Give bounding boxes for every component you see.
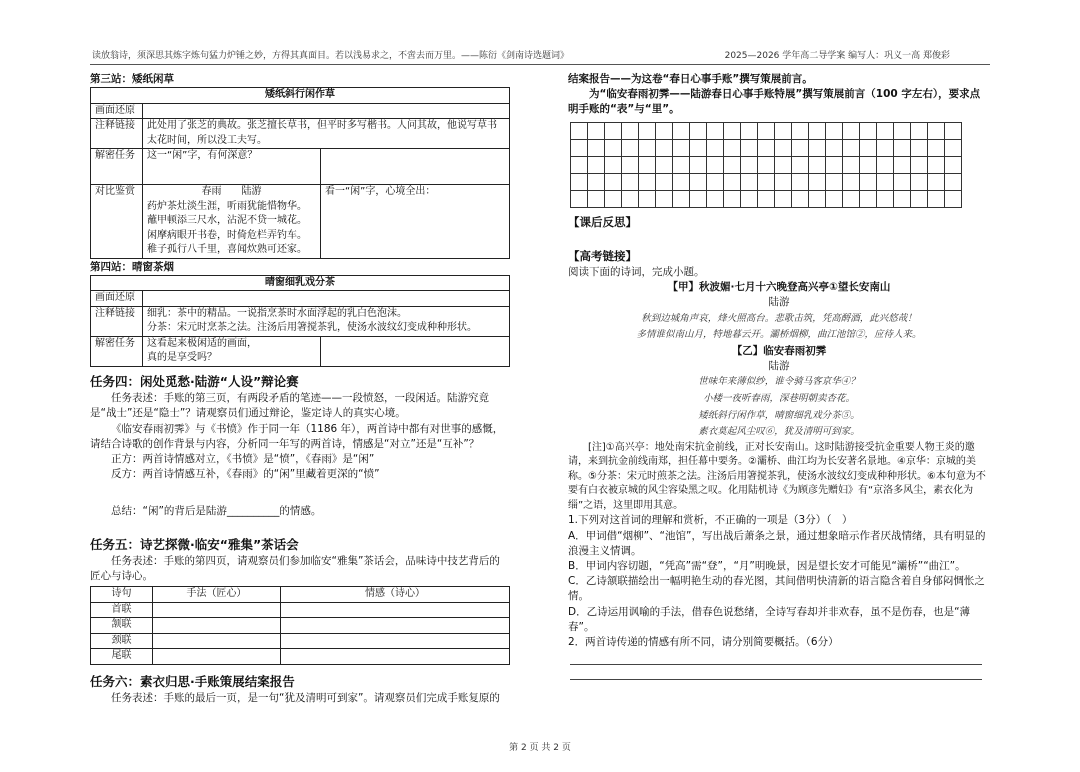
grid-cell[interactable] bbox=[639, 156, 656, 173]
task5-header-technique: 手法（匠心） bbox=[153, 587, 281, 603]
grid-cell[interactable] bbox=[928, 139, 945, 156]
grid-cell[interactable] bbox=[724, 190, 741, 207]
grid-cell[interactable] bbox=[690, 173, 707, 190]
station4-label-picture: 画面还原 bbox=[91, 291, 143, 307]
task4-affirmative: 正方：两首诗情感对立，《书愤》是“愤”，《春雨》是“闲” bbox=[111, 452, 375, 465]
header-divider bbox=[90, 64, 990, 65]
grid-cell[interactable] bbox=[826, 156, 843, 173]
grid-cell[interactable] bbox=[758, 173, 775, 190]
grid-cell[interactable] bbox=[588, 122, 605, 139]
grid-cell[interactable] bbox=[741, 122, 758, 139]
station4-note-2: 分茶：宋元时烹茶之法。注汤后用箸搅茶乳，使汤水波纹幻变成种种形状。 bbox=[147, 322, 477, 334]
grid-cell[interactable] bbox=[741, 139, 758, 156]
page-header bbox=[92, 50, 990, 64]
grid-cell[interactable] bbox=[690, 139, 707, 156]
grid-cell[interactable] bbox=[571, 173, 588, 190]
grid-cell[interactable] bbox=[622, 173, 639, 190]
station4-label-task: 解密任务 bbox=[91, 336, 143, 366]
task5-table bbox=[90, 586, 510, 665]
grid-cell[interactable] bbox=[741, 173, 758, 190]
grid-cell[interactable] bbox=[911, 190, 928, 207]
station3-notes-text: 此处用了张芝的典故。张芝擅长草书，但平时多写楷书。人问其故，他说写草书太花时间，所以没工夫写。 bbox=[143, 119, 510, 149]
poem-jia-line: 多情谁似南山月，特地暮云开。灞桥烟柳，曲江池馆②，应待人来。 bbox=[636, 329, 922, 341]
grid-cell[interactable] bbox=[809, 156, 826, 173]
task5-title: 任务五：诗艺探微·临安“雅集”茶话会 bbox=[90, 536, 299, 552]
grid-cell[interactable] bbox=[860, 156, 877, 173]
grid-cell[interactable] bbox=[843, 156, 860, 173]
grid-cell[interactable] bbox=[928, 156, 945, 173]
grid-cell[interactable] bbox=[843, 173, 860, 190]
station4-table bbox=[90, 275, 510, 367]
grid-cell[interactable] bbox=[605, 122, 622, 139]
station3-label-compare: 对比鉴赏 bbox=[91, 185, 143, 259]
task5-emotion-cell[interactable] bbox=[281, 602, 510, 618]
grid-cell[interactable] bbox=[775, 139, 792, 156]
poem-yi-author: 陆游 bbox=[768, 360, 790, 373]
task6-continued: 结案报告——为这卷“春日心事手账”撰写策展前言。 bbox=[568, 73, 813, 85]
grid-cell[interactable] bbox=[656, 156, 673, 173]
task4-summary[interactable]: 总结：“闲”的背后是陆游__________的情感。 bbox=[111, 505, 322, 518]
grid-cell[interactable] bbox=[724, 139, 741, 156]
answer-line[interactable] bbox=[570, 665, 982, 680]
grid-cell[interactable] bbox=[945, 173, 962, 190]
task5-header-emotion: 情感（诗心） bbox=[281, 587, 510, 603]
grid-cell[interactable] bbox=[894, 156, 911, 173]
grid-cell[interactable] bbox=[605, 156, 622, 173]
grid-cell[interactable] bbox=[741, 156, 758, 173]
grid-cell[interactable] bbox=[588, 173, 605, 190]
answer-line[interactable] bbox=[570, 650, 982, 665]
station3-label-task: 解密任务 bbox=[91, 149, 143, 185]
task5-emotion-cell[interactable] bbox=[281, 649, 510, 665]
left-column bbox=[90, 72, 510, 706]
task5-technique-cell[interactable] bbox=[153, 633, 281, 649]
station3-poem bbox=[143, 185, 321, 259]
station4-task bbox=[143, 336, 321, 366]
grid-cell[interactable] bbox=[792, 156, 809, 173]
grid-cell[interactable] bbox=[843, 190, 860, 207]
station4-note-1: 细乳：茶中的精品。一说指烹茶时水面浮起的乳白色泡沫。 bbox=[147, 307, 407, 319]
grid-cell[interactable] bbox=[928, 122, 945, 139]
station3-table bbox=[90, 87, 510, 259]
grid-cell[interactable] bbox=[673, 190, 690, 207]
grid-cell[interactable] bbox=[622, 122, 639, 139]
grid-cell[interactable] bbox=[758, 122, 775, 139]
task6-title: 任务六：素衣归思·手账策展结案报告 bbox=[90, 673, 295, 689]
grid-cell[interactable] bbox=[690, 190, 707, 207]
station4-task-line-2: 真的是享受吗？ bbox=[147, 352, 217, 364]
station4-title: 第四站：晴窗茶烟 bbox=[90, 260, 174, 273]
grid-cell[interactable] bbox=[809, 139, 826, 156]
grid-cell[interactable] bbox=[945, 122, 962, 139]
grid-cell[interactable] bbox=[571, 139, 588, 156]
poem-jia-title: 【甲】秋波媚·七月十六晚登高兴亭①望长安南山 bbox=[667, 281, 891, 294]
gaokao-title: 【高考链接】 bbox=[568, 249, 637, 264]
grid-cell[interactable] bbox=[809, 190, 826, 207]
station4-picture-cell[interactable] bbox=[143, 291, 510, 307]
grid-cell[interactable] bbox=[656, 122, 673, 139]
grid-cell[interactable] bbox=[571, 190, 588, 207]
poem-jia-author: 陆游 bbox=[768, 296, 790, 309]
poem-line: 蘸甲顿添三尺水，沾泥不贷一城花。 bbox=[147, 215, 307, 227]
grid-cell[interactable] bbox=[860, 190, 877, 207]
grid-cell[interactable] bbox=[877, 139, 894, 156]
grid-cell[interactable] bbox=[673, 173, 690, 190]
grid-cell[interactable] bbox=[707, 156, 724, 173]
reflection-space[interactable] bbox=[568, 230, 990, 248]
task5-technique-cell[interactable] bbox=[153, 649, 281, 665]
poem-yi-line: 矮纸斜行闲作草，晴窗细乳戏分茶⑤。 bbox=[698, 409, 860, 421]
grid-cell[interactable] bbox=[639, 139, 656, 156]
poem-yi-line: 小楼一夜听春雨，深巷明朝卖杏花。 bbox=[702, 392, 855, 404]
grid-cell[interactable] bbox=[605, 173, 622, 190]
station3-label-picture: 画面还原 bbox=[91, 103, 143, 119]
option-a[interactable]: A．甲词借“烟柳”、“池馆”，写出战后萧条之景，通过想象暗示作者厌战情绪，具有明显的浪漫主义情调。 bbox=[568, 529, 986, 557]
grid-cell[interactable] bbox=[860, 139, 877, 156]
grid-cell[interactable] bbox=[843, 139, 860, 156]
task4-question: 《临安春雨初霁》与《书愤》作于同一年（1186 年），两首诗中都有对世事的感慨，请结合诗歌的创作背景与内容，分析同一年写的两首诗，情感是“对立”还是“互补”？ bbox=[90, 422, 504, 450]
grid-cell[interactable] bbox=[707, 122, 724, 139]
task4-title: 任务四：闲处觅愁·陆游“人设”辩论赛 bbox=[90, 373, 299, 389]
task6-requirement: 为“临安春雨初霁——陆游春日心事手账特展”撰写策展前言（100 字左右），要求点明手账的“表”与“里”。 bbox=[568, 88, 981, 116]
task5-row-label: 首联 bbox=[91, 602, 153, 618]
grid-cell[interactable] bbox=[826, 190, 843, 207]
grid-cell[interactable] bbox=[690, 156, 707, 173]
grid-cell[interactable] bbox=[673, 156, 690, 173]
grid-cell[interactable] bbox=[894, 190, 911, 207]
grid-cell[interactable] bbox=[673, 122, 690, 139]
task5-emotion-cell[interactable] bbox=[281, 618, 510, 634]
grid-cell[interactable] bbox=[707, 173, 724, 190]
task5-row-label: 颈联 bbox=[91, 633, 153, 649]
gaokao-intro: 阅读下面的诗词，完成小题。 bbox=[568, 266, 705, 278]
grid-cell[interactable] bbox=[775, 190, 792, 207]
reflection-title: 【课后反思】 bbox=[568, 214, 637, 229]
grid-cell[interactable] bbox=[894, 139, 911, 156]
grid-cell[interactable] bbox=[605, 139, 622, 156]
grid-cell[interactable] bbox=[809, 173, 826, 190]
task5-technique-cell[interactable] bbox=[153, 618, 281, 634]
writing-grid[interactable] bbox=[570, 122, 962, 208]
grid-cell[interactable] bbox=[894, 173, 911, 190]
grid-cell[interactable] bbox=[809, 122, 826, 139]
poem-line: 闲摩病眼开书卷，时倚危栏弄钓车。 bbox=[147, 229, 307, 241]
grid-cell[interactable] bbox=[775, 173, 792, 190]
station4-table-title: 晴窗细乳戏分茶 bbox=[91, 275, 510, 291]
header-info: 2025—2026 学年高二导学案 编写人：巩义一高 郑俊彩 bbox=[724, 51, 950, 61]
grid-cell[interactable] bbox=[792, 190, 809, 207]
task5-row-label: 颔联 bbox=[91, 618, 153, 634]
task5-description: 任务表述：手账的第四页，请观察员们参加临安“雅集”茶话会，品味诗中技艺背后的匠心与诗心。 bbox=[90, 554, 500, 582]
grid-cell[interactable] bbox=[860, 122, 877, 139]
poem-yi-line: 世味年来薄似纱，谁令骑马客京华④？ bbox=[698, 376, 860, 388]
option-b[interactable]: B．甲词内容切题，“凭高”需“登”，“月”明晚景，因是望长安才可能见“灞桥”“曲江”。 bbox=[568, 560, 966, 572]
grid-cell[interactable] bbox=[656, 139, 673, 156]
header-quote: 读放翁诗，须深思其炼字炼句猛力炉锤之妙，方得其真面目。若以浅易求之，不啻去而万里。——陈衍《剑南诗选题词》 bbox=[92, 51, 570, 61]
grid-cell[interactable] bbox=[707, 190, 724, 207]
grid-cell[interactable] bbox=[639, 173, 656, 190]
station4-label-notes: 注释链接 bbox=[91, 306, 143, 336]
grid-cell[interactable] bbox=[758, 190, 775, 207]
grid-cell[interactable] bbox=[571, 156, 588, 173]
grid-cell[interactable] bbox=[792, 173, 809, 190]
grid-cell[interactable] bbox=[588, 156, 605, 173]
grid-cell[interactable] bbox=[571, 122, 588, 139]
grid-cell[interactable] bbox=[792, 122, 809, 139]
grid-cell[interactable] bbox=[656, 190, 673, 207]
poem-jia-line: 秋到边城角声哀，烽火照高台。悲歌击筑，凭高酹酒，此兴悠哉！ bbox=[641, 312, 917, 324]
grid-cell[interactable] bbox=[911, 122, 928, 139]
task4-description: 任务表述：手账的第三页，有两段矛盾的笔迹——一段愤怒，一段闲适。陆游究竟是“战士”还是“隐士”？请观察员们通过辩论，鉴定诗人的真实心境。 bbox=[90, 392, 489, 420]
grid-cell[interactable] bbox=[724, 122, 741, 139]
task4-negative: 反方：两首诗情感互补，《春雨》的“闲”里藏着更深的“愤” bbox=[111, 468, 380, 481]
station3-compare-prompt[interactable]: 看一“闲”字，心境全出： bbox=[321, 185, 510, 259]
grid-cell[interactable] bbox=[877, 122, 894, 139]
question-1: 1.下列对这首词的理解和赏析，不正确的一项是（3分）（ ） bbox=[568, 514, 853, 527]
station3-table-title: 矮纸斜行闲作草 bbox=[91, 88, 510, 104]
grid-cell[interactable] bbox=[928, 173, 945, 190]
grid-cell[interactable] bbox=[622, 190, 639, 207]
poem-yi-title: 【乙】临安春雨初霁 bbox=[731, 344, 827, 357]
grid-cell[interactable] bbox=[605, 190, 622, 207]
grid-cell[interactable] bbox=[775, 122, 792, 139]
station3-picture-cell[interactable] bbox=[143, 103, 510, 119]
station3-label-notes: 注释链接 bbox=[91, 119, 143, 149]
grid-cell[interactable] bbox=[775, 156, 792, 173]
grid-cell[interactable] bbox=[945, 139, 962, 156]
grid-cell[interactable] bbox=[877, 190, 894, 207]
grid-cell[interactable] bbox=[911, 139, 928, 156]
station3-task-text: 这一“闲”字，有何深意？ bbox=[143, 149, 321, 185]
grid-cell[interactable] bbox=[860, 173, 877, 190]
grid-cell[interactable] bbox=[758, 139, 775, 156]
grid-cell[interactable] bbox=[945, 156, 962, 173]
grid-cell[interactable] bbox=[758, 156, 775, 173]
option-d[interactable]: D．乙诗运用讽喻的手法，借春色说愁绪，全诗写春却并非欢春，虽不是伤春，也是“薄春”。 bbox=[568, 605, 971, 633]
poem-line: 药炉茶灶淡生涯，听雨犹能惜物华。 bbox=[147, 200, 307, 212]
grid-cell[interactable] bbox=[877, 173, 894, 190]
task5-row-label: 尾联 bbox=[91, 649, 153, 665]
grid-cell[interactable] bbox=[792, 139, 809, 156]
poem-yi-line: 素衣莫起风尘叹⑥，犹及清明可到家。 bbox=[698, 426, 860, 438]
grid-cell[interactable] bbox=[894, 122, 911, 139]
grid-cell[interactable] bbox=[639, 122, 656, 139]
grid-cell[interactable] bbox=[656, 173, 673, 190]
grid-cell[interactable] bbox=[673, 139, 690, 156]
grid-cell[interactable] bbox=[690, 122, 707, 139]
grid-cell[interactable] bbox=[826, 173, 843, 190]
poem-chunyu-title: 春雨 陆游 bbox=[201, 186, 262, 198]
grid-cell[interactable] bbox=[741, 190, 758, 207]
grid-cell[interactable] bbox=[928, 190, 945, 207]
grid-cell[interactable] bbox=[639, 190, 656, 207]
poem-line: 稚子孤行八千里，喜闻炊熟可还家。 bbox=[147, 244, 307, 256]
task5-emotion-cell[interactable] bbox=[281, 633, 510, 649]
grid-cell[interactable] bbox=[724, 173, 741, 190]
right-column bbox=[568, 72, 990, 680]
grid-cell[interactable] bbox=[826, 139, 843, 156]
option-c[interactable]: C．乙诗颔联描绘出一幅明艳生动的春光图，其间借明快清新的语言隐含着自身郁闷惆怅之情。 bbox=[568, 575, 985, 603]
grid-cell[interactable] bbox=[724, 156, 741, 173]
grid-cell[interactable] bbox=[622, 139, 639, 156]
grid-cell[interactable] bbox=[707, 139, 724, 156]
grid-cell[interactable] bbox=[911, 173, 928, 190]
grid-cell[interactable] bbox=[911, 156, 928, 173]
station4-task-answer[interactable] bbox=[321, 336, 510, 366]
question-2: 2．两首诗传递的情感有所不同，请分别简要概括。（6分） bbox=[568, 636, 839, 649]
station4-task-line-1: 这看起来极闲适的画面， bbox=[147, 337, 257, 349]
station3-title: 第三站：矮纸闲草 bbox=[90, 73, 174, 85]
grid-cell[interactable] bbox=[877, 156, 894, 173]
grid-cell[interactable] bbox=[843, 122, 860, 139]
grid-cell[interactable] bbox=[588, 190, 605, 207]
grid-cell[interactable] bbox=[588, 139, 605, 156]
station4-notes bbox=[143, 306, 510, 336]
grid-cell[interactable] bbox=[945, 190, 962, 207]
task5-technique-cell[interactable] bbox=[153, 602, 281, 618]
poem-notes: [注]①高兴亭：地处南宋抗金前线，正对长安南山。这时陆游接受抗金重要人物王炎的邀请，来到抗金前线南郑，担任幕中要务。②灞桥、曲江均为长安著名景地。④京华：京城的美称。⑤分茶：宋元时煎茶之法。注汤后用箸搅茶乳，使汤水波纹幻变成种种形状。⑥本句意为不要有白衣被京城的风尘容染黑之叹。化用陆机诗《为顾彦先赠妇》有“京洛多风尘，素衣化为缁”之语，这里即用其意。 bbox=[568, 441, 986, 511]
station3-task-answer[interactable] bbox=[321, 149, 510, 185]
grid-cell[interactable] bbox=[826, 122, 843, 139]
task5-header-line: 诗句 bbox=[91, 587, 153, 603]
task6-description: 任务表述：手账的最后一页，是一句“犹及清明可到家”。请观察员们完成手账复原的 bbox=[111, 691, 500, 704]
page-footer: 第 2 页 共 2 页 bbox=[509, 743, 571, 753]
grid-cell[interactable] bbox=[622, 156, 639, 173]
